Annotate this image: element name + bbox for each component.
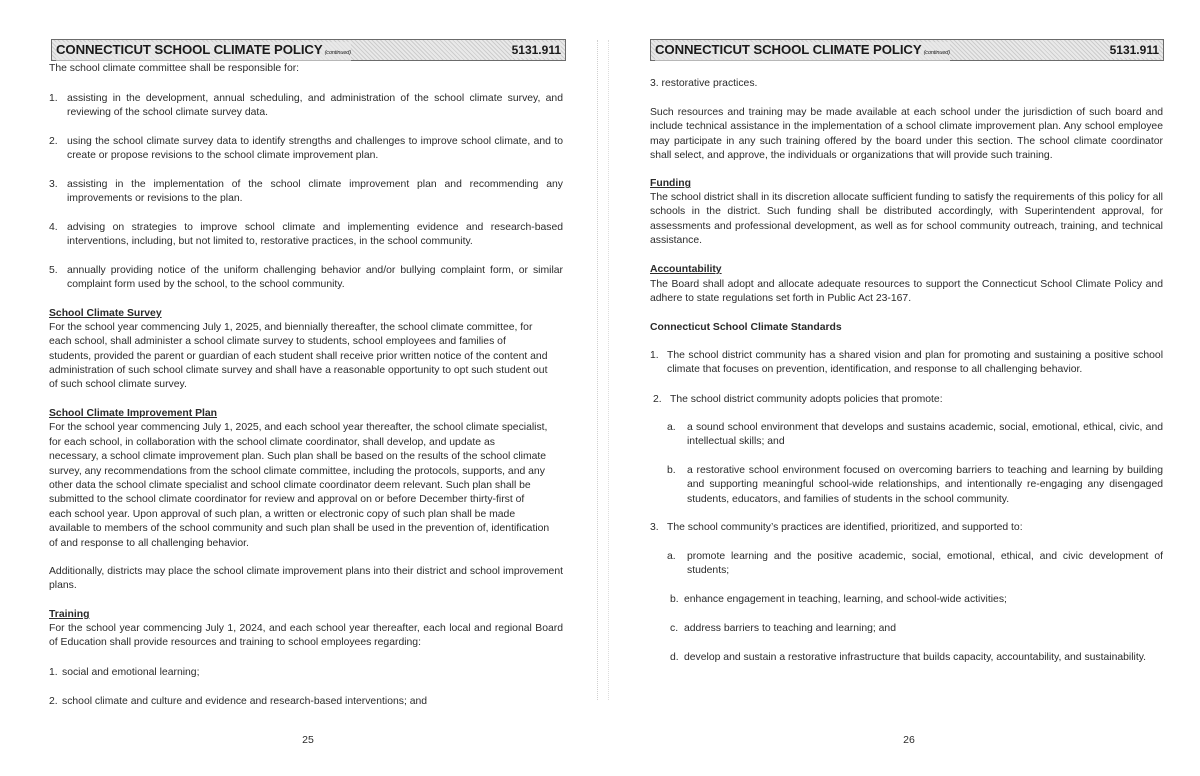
continued-label: (continued) [324, 50, 351, 56]
list-text: assisting in the implementation of the school climate improvement plan and recommending any improvements or revisions to the plan. [67, 179, 563, 205]
survey-line: administration of such school climate survey and shall have a reasonable opportunity to opt such student out [49, 365, 548, 376]
list-number: 2. [653, 394, 662, 405]
survey-line: students, provided the parent or guardian of each student shall receive prior written notice of the content and [49, 351, 548, 362]
policy-code: 5131.911 [511, 43, 561, 57]
additionally-paragraph: Additionally, districts may place the school climate improvement plans into their district and school improvement plans. [49, 566, 563, 592]
list-text: promote learning and the positive academic, social, emotional, ethical, and civic development of students; [687, 551, 1163, 577]
list-letter: a. [667, 551, 676, 562]
policy-title: CONNECTICUT SCHOOL CLIMATE POLICY (continued) [56, 42, 351, 61]
list-number: 1. [49, 667, 58, 678]
plan-line: available to members of the school community and such plan shall be used in the prevention of, identification [49, 523, 550, 534]
accountability-heading: Accountability [650, 264, 722, 275]
policy-title: CONNECTICUT SCHOOL CLIMATE POLICY (continued) [655, 42, 950, 61]
list-number: 2. [49, 696, 58, 707]
list-letter: b. [670, 594, 679, 605]
plan-line: each school year. Upon approval of such plan, a written or electronic copy of such plan shall be made [49, 509, 516, 520]
plan-line: of and response to all challenging behavior. [49, 538, 249, 549]
plan-line: For the school year commencing July 1, 2025, and each school year thereafter, the school climate specialist, [49, 422, 548, 433]
list-text: using the school climate survey data to identify strengths and challenges to improve school climate, and to create or propose revisions to the school climate improvement plan. [67, 136, 563, 162]
plan-line: for each school, in collaboration with the school climate coordinator, shall develop, and update as [49, 437, 495, 448]
list-text: The school community’s practices are identified, prioritized, and supported to: [667, 522, 1023, 533]
list-number: 2. [49, 136, 58, 147]
training-paragraph: For the school year commencing July 1, 2024, and each school year thereafter, each local and regional Board of Education shall provide resources and training to school employees regarding: [49, 623, 563, 649]
funding-paragraph: The school district shall in its discretion allocate sufficient funding to satisfy the requirements of this policy for all schools in the district. Such funding shall be distributed accordingly, with Superintendent approval, for assessments and professional development, as well as for school community outreach, training, and technical assistance. [650, 192, 1163, 247]
plan-line: survey, any recommendations from the school climate committee, including the protocols, supports, and any [49, 466, 545, 477]
list-text: a restorative school environment focused on overcoming barriers to teaching and learning by building and supporting meaningful school-wide relationships, and intentionally re-engaging any disengaged students, educators, and families of students in the school community. [687, 465, 1163, 505]
list-number: 1. [650, 350, 659, 361]
list-text: develop and sustain a restorative infrastructure that builds capacity, accountability, and sustainability. [684, 652, 1147, 663]
list-text: assisting in the development, annual scheduling, and administration of the school climate survey, and reviewing of the school climate survey data. [67, 93, 563, 119]
page-number: 26 [903, 734, 915, 746]
survey-line: of such school climate survey. [49, 379, 187, 390]
page-number: 25 [302, 734, 314, 746]
plan-line: other data the school climate specialist and school climate coordinator deem relevant. Such plan shall be [49, 480, 531, 491]
survey-line: each school, shall administer a school climate survey to students, school employees and families of [49, 336, 506, 347]
list-letter: a. [667, 422, 676, 433]
list-text: The school district community adopts policies that promote: [670, 394, 943, 405]
accountability-paragraph: The Board shall adopt and allocate adequate resources to support the Connecticut School Climate Policy and adhere to state regulations set forth in Public Act 23-167. [650, 279, 1163, 305]
list-number: 3. [49, 179, 58, 190]
page-26 [600, 0, 1200, 776]
committee-intro: The school climate committee shall be responsible for: [49, 63, 300, 74]
list-number: 5. [49, 265, 58, 276]
funding-heading: Funding [650, 178, 691, 189]
list-text: enhance engagement in teaching, learning, and school-wide activities; [684, 594, 1007, 605]
list-text: a sound school environment that develops and sustains academic, social, emotional, ethical, civic, and intellectual skills; and [687, 422, 1163, 448]
plan-line: submitted to the school climate coordinator for review and approval on or before December thirty-first of [49, 494, 525, 505]
list-letter: c. [670, 623, 679, 634]
list-text: advising on strategies to improve school climate and implementing evidence and research-based interventions, including, but not limited to, restorative practices, in the school community. [67, 222, 563, 248]
list-letter: d. [670, 652, 679, 663]
survey-line: For the school year commencing July 1, 2025, and biennially thereafter, the school climate committee, for [49, 322, 533, 333]
list-letter: b. [667, 465, 676, 476]
training-item-3: 3. restorative practices. [650, 78, 758, 89]
list-text: address barriers to teaching and learning; and [684, 623, 896, 634]
list-text: The school district community has a shared vision and plan for promoting and sustaining a positive school climate that focuses on prevention, identification, and response to all challenging behavior. [667, 350, 1163, 376]
list-text: annually providing notice of the uniform challenging behavior and/or bullying complaint form, or similar complaint form used by the school, to the school community. [67, 265, 563, 291]
list-number: 4. [49, 222, 58, 233]
plan-line: necessary, a school climate improvement plan. Such plan shall be based on the results of the school climate [49, 451, 547, 462]
standards-heading: Connecticut School Climate Standards [650, 322, 842, 333]
list-number: 3. [650, 522, 659, 533]
policy-header-bar [51, 39, 566, 61]
policy-code: 5131.911 [1109, 43, 1159, 57]
survey-heading: School Climate Survey [49, 308, 162, 319]
training-heading: Training [49, 609, 90, 620]
resources-paragraph: Such resources and training may be made available at each school under the jurisdiction of such board and include technical assistance in the implementation of a school climate improvement plan. Any school employee may participate in any such training offered by the board under this section. The school climate coordinator shall select, and approve, the individuals or organizations that will provide such training. [650, 107, 1163, 162]
plan-heading: School Climate Improvement Plan [49, 408, 218, 419]
continued-label: (continued) [923, 50, 950, 56]
list-number: 1. [49, 93, 58, 104]
list-text: social and emotional learning; [62, 667, 200, 678]
list-text: school climate and culture and evidence and research-based interventions; and [62, 696, 428, 707]
policy-header-bar [650, 39, 1164, 61]
